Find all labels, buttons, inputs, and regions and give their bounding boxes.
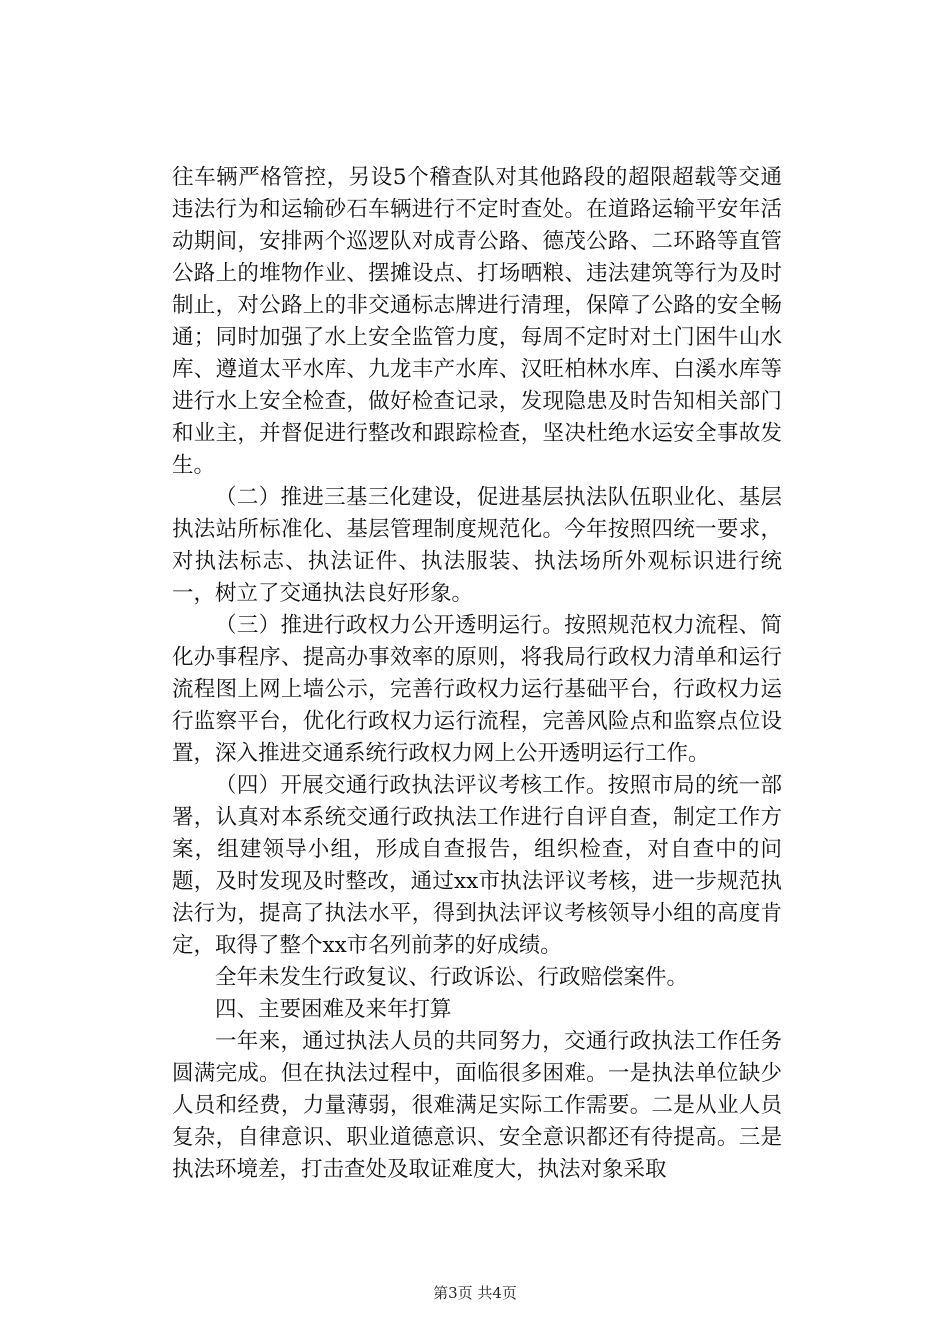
paragraph-section-4: （四）开展交通行政执法评议考核工作。按照市局的统一部署，认真对本系统交通行政执法工作进行自评自查，制定工作方案，组建领导小组，形成自查报告，组织检查，对自查中的问题，及时发现及时整改，通过xx市执法评议考核，进一步规范执法行为，提高了执法水平，得到执法评议考核领导小组的高度肯定，取得了整个xx市名列前茅的好成绩。 (172, 773, 782, 958)
paragraph-section-2: （二）推进三基三化建设，促进基层执法队伍职业化、基层执法站所标准化、基层管理制度规范化。今年按照四统一要求，对执法标志、执法证件、执法服装、执法场所外观标识进行统一，树立了交通执法良好形象。 (172, 485, 782, 606)
document-body (172, 162, 782, 1186)
page-footer: 第3页 共4页 (433, 1284, 517, 1302)
paragraph-difficulties: 一年来，通过执法人员的共同努力，交通行政执法工作任务圆满完成。但在执法过程中，面临很多困难。一是执法单位缺少人员和经费，力量薄弱，很难满足实际工作需要。二是从业人员复杂，自律意识、职业道德意识、安全意识都还有待提高。三是执法环境差，打击查处及取证难度大，执法对象采取 (172, 1029, 782, 1182)
paragraph-section-3: （三）推进行政权力公开透明运行。按照规范权力流程、简化办事程序、提高办事效率的原则，将我局行政权力清单和运行流程图上网上墙公示，完善行政权力运行基础平台，行政权力运行监察平台，优化行政权力运行流程，完善风险点和监察点位设置，深入推进交通系统行政权力网上公开透明运行工作。 (172, 613, 782, 766)
paragraph-continuation: 往车辆严格管控，另设5个稽查队对其他路段的超限超载等交通违法行为和运输砂石车辆进行不定时查处。在道路运输平安年活动期间，安排两个巡逻队对成青公路、德茂公路、二环路等直管公路上的堆物作业、摆摊设点、打场晒粮、违法建筑等行为及时制止，对公路上的非交通标志牌进行清理，保障了公路的安全畅通；同时加强了水上安全监管力度，每周不定时对土门困牛山水库、遵道太平水库、九龙丰产水库、汉旺柏林水库、白溪水库等进行水上安全检查，做好检查记录，发现隐患及时告知相关部门和业主，并督促进行整改和跟踪检查，坚决杜绝水运安全事故发生。 (172, 165, 782, 478)
section-heading-difficulties: 四、主要困难及来年打算 (215, 997, 452, 1022)
paragraph-summary: 全年未发生行政复议、行政诉讼、行政赔偿案件。 (215, 965, 689, 990)
